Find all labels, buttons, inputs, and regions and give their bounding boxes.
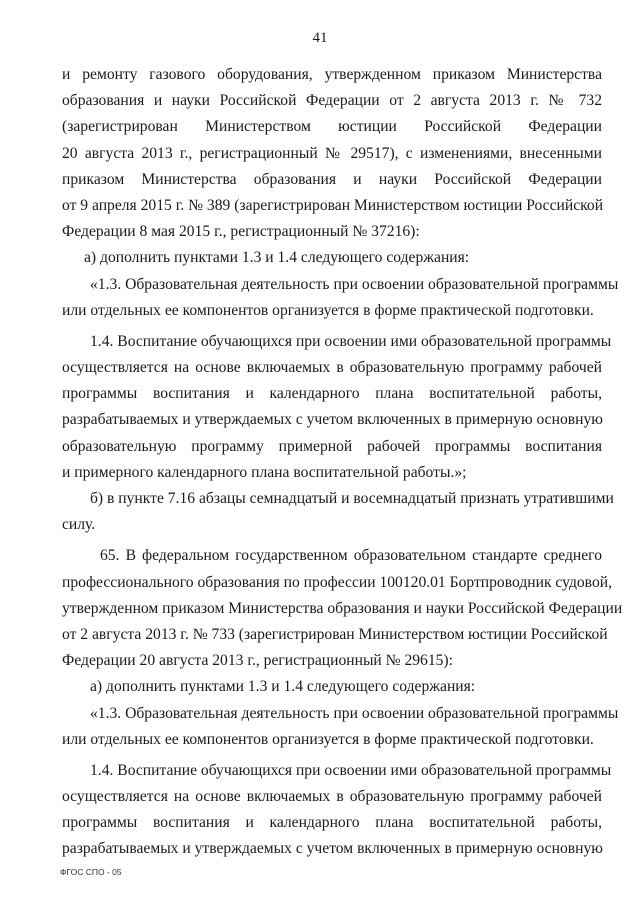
text-line: или отдельных ее компонентов организуется в форме практической подготовки. xyxy=(62,730,594,748)
text-line: или отдельных ее компонентов организуется в форме практической подготовки. xyxy=(62,301,594,319)
document-body xyxy=(62,62,623,863)
text-line: силу. xyxy=(62,516,96,534)
text-line: 1.4. Воспитание обучающихся при освоении ими образовательной программы xyxy=(90,761,612,779)
text-line: разрабатываемых и утверждаемых с учетом включенных в примерную основную xyxy=(62,840,603,858)
text-line: и ремонту газового оборудования, утвержденном приказом Министерства xyxy=(62,66,602,83)
text-line: разрабатываемых и утверждаемых с учетом включенных в примерную основную xyxy=(62,411,603,429)
text-line: б) в пункте 7.16 абзацы семнадцатый и восемнадцатый признать утратившими xyxy=(90,490,614,507)
text-line: осуществляется на основе включаемых в образовательную программу рабочей xyxy=(62,359,602,377)
text-line: 1.4. Воспитание обучающихся при освоении ими образовательной программы xyxy=(90,332,612,350)
text-line: осуществляется на основе включаемых в образовательную программу рабочей xyxy=(62,788,602,806)
text-line: 65. В федеральном государственном образовательном стандарте среднего xyxy=(100,547,602,565)
text-line: приказом Министерства образования и науки Российской Федерации xyxy=(62,170,602,188)
text-line: от 9 апреля 2015 г. № 389 (зарегистрирован Министерством юстиции Российской xyxy=(62,196,604,214)
text-line: «1.3. Образовательная деятельность при освоении образовательной программы xyxy=(90,275,619,293)
text-line: Федерации 8 мая 2015 г., регистрационный № 37216): xyxy=(62,223,420,241)
text-line: (зарегистрирован Министерством юстиции Российской Федерации xyxy=(62,118,602,136)
page-number: 41 xyxy=(312,30,328,46)
text-line: профессионального образования по профессии 100120.01 Бортпроводник судовой, xyxy=(62,573,612,591)
text-line: утвержденном приказом Министерства образования и науки Российской Федерации xyxy=(62,599,623,617)
text-line: программы воспитания и календарного плана воспитательной работы, xyxy=(62,385,602,403)
text-line: от 2 августа 2013 г. № 733 (зарегистрирован Министерством юстиции Российской xyxy=(62,625,608,643)
document-footer: ФГОС СПО - 05 xyxy=(60,867,122,877)
text-line: 20 августа 2013 г., регистрационный № 29517), с изменениями, внесенными xyxy=(62,144,602,162)
text-line: образования и науки Российской Федерации от 2 августа 2013 г. № 732 xyxy=(62,92,602,110)
text-line: Федерации 20 августа 2013 г., регистрационный № 29615): xyxy=(62,652,453,670)
text-line: а) дополнить пунктами 1.3 и 1.4 следующего содержания: xyxy=(84,249,470,267)
text-line: и примерного календарного плана воспитательной работы.»; xyxy=(62,463,467,481)
text-line: образовательную программу примерной рабочей программы воспитания xyxy=(62,437,602,455)
text-line: а) дополнить пунктами 1.3 и 1.4 следующего содержания: xyxy=(90,678,476,696)
text-line: «1.3. Образовательная деятельность при освоении образовательной программы xyxy=(90,704,619,722)
text-line: программы воспитания и календарного плана воспитательной работы, xyxy=(62,814,602,832)
